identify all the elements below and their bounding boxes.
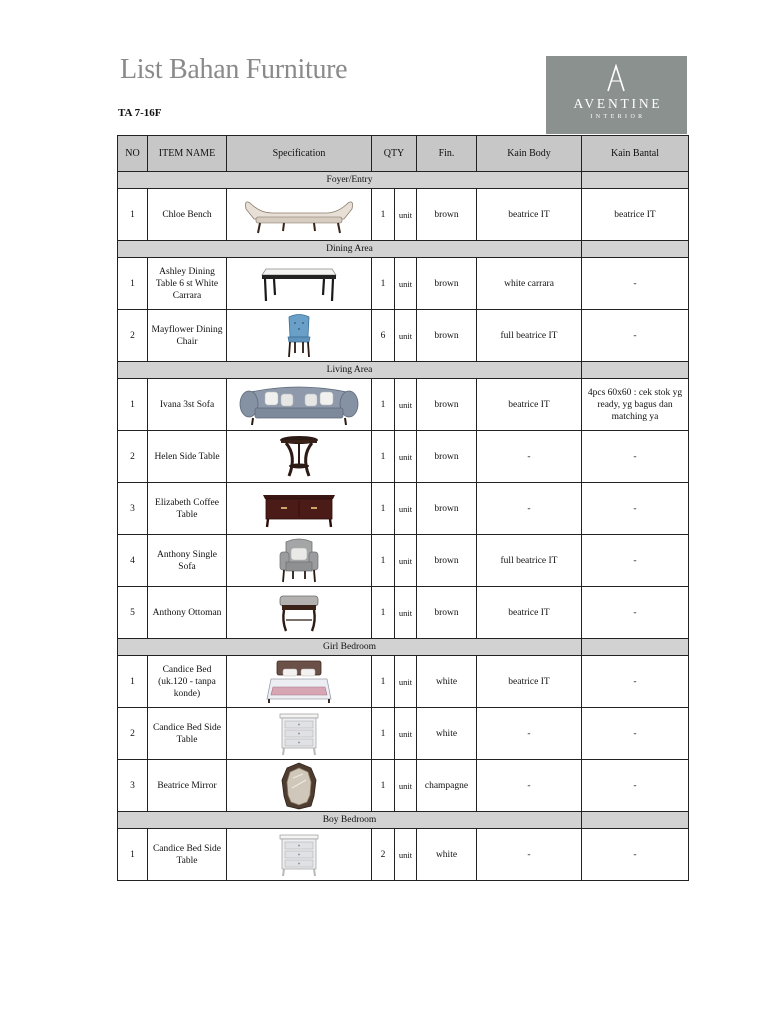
item-number: 3 bbox=[118, 483, 148, 535]
item-number: 1 bbox=[118, 829, 148, 881]
item-unit: unit bbox=[395, 760, 417, 812]
item-name: Candice Bed Side Table bbox=[148, 708, 227, 760]
item-number: 1 bbox=[118, 379, 148, 431]
ottoman-image bbox=[229, 593, 369, 633]
item-kain-body: - bbox=[477, 431, 582, 483]
item-number: 2 bbox=[118, 310, 148, 362]
item-finish: champagne bbox=[417, 760, 477, 812]
item-qty: 1 bbox=[372, 760, 395, 812]
section-title: Dining Area bbox=[118, 241, 582, 258]
item-specification bbox=[227, 760, 372, 812]
item-kain-bantal: - bbox=[582, 535, 689, 587]
item-kain-body: - bbox=[477, 483, 582, 535]
item-finish: brown bbox=[417, 189, 477, 241]
section-blank-cell bbox=[582, 172, 689, 189]
section-row bbox=[118, 172, 689, 189]
dining-chair-image bbox=[229, 313, 369, 359]
item-name: Chloe Bench bbox=[148, 189, 227, 241]
table-row bbox=[118, 829, 689, 881]
section-title: Living Area bbox=[118, 362, 582, 379]
header-kain-body: Kain Body bbox=[477, 136, 582, 172]
section-title: Girl Bedroom bbox=[118, 639, 582, 656]
item-number: 2 bbox=[118, 708, 148, 760]
item-qty: 1 bbox=[372, 379, 395, 431]
item-kain-bantal: - bbox=[582, 587, 689, 639]
table-row bbox=[118, 310, 689, 362]
logo-wordmark: AVENTINE bbox=[573, 96, 663, 111]
item-finish: white bbox=[417, 656, 477, 708]
item-name: Candice Bed Side Table bbox=[148, 829, 227, 881]
item-kain-bantal: 4pcs 60x60 : cek stok yg ready, yg bagus dan matching ya bbox=[582, 379, 689, 431]
item-qty: 1 bbox=[372, 535, 395, 587]
item-name: Mayflower Dining Chair bbox=[148, 310, 227, 362]
nightstand-image bbox=[229, 711, 369, 757]
section-row bbox=[118, 639, 689, 656]
item-kain-body: beatrice IT bbox=[477, 189, 582, 241]
item-name: Beatrice Mirror bbox=[148, 760, 227, 812]
header-no: NO bbox=[118, 136, 148, 172]
header-qty: QTY bbox=[372, 136, 417, 172]
item-specification bbox=[227, 189, 372, 241]
item-qty: 1 bbox=[372, 587, 395, 639]
item-qty: 1 bbox=[372, 656, 395, 708]
item-finish: brown bbox=[417, 431, 477, 483]
section-blank-cell bbox=[582, 362, 689, 379]
item-qty: 6 bbox=[372, 310, 395, 362]
header-specification: Specification bbox=[227, 136, 372, 172]
table-row bbox=[118, 379, 689, 431]
item-kain-body: beatrice IT bbox=[477, 656, 582, 708]
item-specification bbox=[227, 656, 372, 708]
item-unit: unit bbox=[395, 483, 417, 535]
item-finish: brown bbox=[417, 587, 477, 639]
item-unit: unit bbox=[395, 708, 417, 760]
item-kain-bantal: - bbox=[582, 258, 689, 310]
logo-a-mark bbox=[606, 64, 626, 92]
item-unit: unit bbox=[395, 310, 417, 362]
item-specification bbox=[227, 379, 372, 431]
bench-image bbox=[229, 193, 369, 237]
item-finish: brown bbox=[417, 483, 477, 535]
item-kain-body: - bbox=[477, 708, 582, 760]
table-row bbox=[118, 587, 689, 639]
item-name: Helen Side Table bbox=[148, 431, 227, 483]
logo-subtitle: INTERIOR bbox=[590, 114, 646, 120]
item-number: 2 bbox=[118, 431, 148, 483]
item-kain-bantal: - bbox=[582, 829, 689, 881]
item-number: 1 bbox=[118, 258, 148, 310]
table-row bbox=[118, 189, 689, 241]
item-kain-body: beatrice IT bbox=[477, 379, 582, 431]
section-title: Boy Bedroom bbox=[118, 812, 582, 829]
item-number: 1 bbox=[118, 189, 148, 241]
item-qty: 1 bbox=[372, 189, 395, 241]
table-row bbox=[118, 708, 689, 760]
item-specification bbox=[227, 535, 372, 587]
item-unit: unit bbox=[395, 535, 417, 587]
item-unit: unit bbox=[395, 189, 417, 241]
item-kain-body: full beatrice IT bbox=[477, 535, 582, 587]
item-finish: brown bbox=[417, 535, 477, 587]
item-name: Anthony Ottoman bbox=[148, 587, 227, 639]
item-finish: white bbox=[417, 829, 477, 881]
item-kain-bantal: beatrice IT bbox=[582, 189, 689, 241]
item-kain-body: beatrice IT bbox=[477, 587, 582, 639]
item-kain-body: - bbox=[477, 760, 582, 812]
section-row bbox=[118, 362, 689, 379]
section-title: Foyer/Entry bbox=[118, 172, 582, 189]
item-kain-body: full beatrice IT bbox=[477, 310, 582, 362]
item-specification bbox=[227, 310, 372, 362]
section-blank-cell bbox=[582, 812, 689, 829]
section-blank-cell bbox=[582, 639, 689, 656]
item-kain-bantal: - bbox=[582, 310, 689, 362]
item-finish: white bbox=[417, 708, 477, 760]
item-kain-bantal: - bbox=[582, 708, 689, 760]
header-fin: Fin. bbox=[417, 136, 477, 172]
item-finish: brown bbox=[417, 258, 477, 310]
bed-image bbox=[229, 659, 369, 705]
item-kain-body: - bbox=[477, 829, 582, 881]
item-kain-bantal: - bbox=[582, 760, 689, 812]
dining-table-image bbox=[229, 263, 369, 305]
item-number: 5 bbox=[118, 587, 148, 639]
item-finish: brown bbox=[417, 310, 477, 362]
mirror-image bbox=[229, 762, 369, 810]
item-name: Ivana 3st Sofa bbox=[148, 379, 227, 431]
nightstand-image bbox=[229, 832, 369, 878]
item-qty: 1 bbox=[372, 708, 395, 760]
item-specification bbox=[227, 431, 372, 483]
item-specification bbox=[227, 587, 372, 639]
item-name: Elizabeth Coffee Table bbox=[148, 483, 227, 535]
table-row bbox=[118, 760, 689, 812]
header-kain-bantal: Kain Bantal bbox=[582, 136, 689, 172]
project-code: TA 7-16F bbox=[118, 107, 162, 119]
item-kain-body: white carrara bbox=[477, 258, 582, 310]
furniture-list-table bbox=[117, 135, 689, 881]
item-name: Candice Bed (uk.120 - tanpa konde) bbox=[148, 656, 227, 708]
table-row bbox=[118, 483, 689, 535]
item-qty: 1 bbox=[372, 483, 395, 535]
item-specification bbox=[227, 483, 372, 535]
document-title: List Bahan Furniture bbox=[120, 54, 348, 85]
item-unit: unit bbox=[395, 431, 417, 483]
side-table-image bbox=[229, 434, 369, 480]
table-row bbox=[118, 656, 689, 708]
table-row bbox=[118, 431, 689, 483]
armchair-image bbox=[229, 538, 369, 584]
item-unit: unit bbox=[395, 379, 417, 431]
item-qty: 1 bbox=[372, 258, 395, 310]
sofa-image bbox=[229, 382, 369, 428]
item-number: 4 bbox=[118, 535, 148, 587]
item-unit: unit bbox=[395, 587, 417, 639]
section-blank-cell bbox=[582, 241, 689, 258]
item-specification bbox=[227, 829, 372, 881]
item-specification bbox=[227, 258, 372, 310]
header-item-name: ITEM NAME bbox=[148, 136, 227, 172]
item-kain-bantal: - bbox=[582, 483, 689, 535]
item-finish: brown bbox=[417, 379, 477, 431]
coffee-table-image bbox=[229, 489, 369, 529]
table-header-row bbox=[118, 136, 689, 172]
item-kain-bantal: - bbox=[582, 656, 689, 708]
item-specification bbox=[227, 708, 372, 760]
item-qty: 1 bbox=[372, 431, 395, 483]
item-unit: unit bbox=[395, 829, 417, 881]
item-unit: unit bbox=[395, 258, 417, 310]
item-kain-bantal: - bbox=[582, 431, 689, 483]
table-row bbox=[118, 258, 689, 310]
item-name: Ashley Dining Table 6 st White Carrara bbox=[148, 258, 227, 310]
item-unit: unit bbox=[395, 656, 417, 708]
item-number: 1 bbox=[118, 656, 148, 708]
item-name: Anthony Single Sofa bbox=[148, 535, 227, 587]
section-row bbox=[118, 812, 689, 829]
table-row bbox=[118, 535, 689, 587]
item-qty: 2 bbox=[372, 829, 395, 881]
aventine-logo bbox=[546, 56, 687, 134]
item-number: 3 bbox=[118, 760, 148, 812]
section-row bbox=[118, 241, 689, 258]
